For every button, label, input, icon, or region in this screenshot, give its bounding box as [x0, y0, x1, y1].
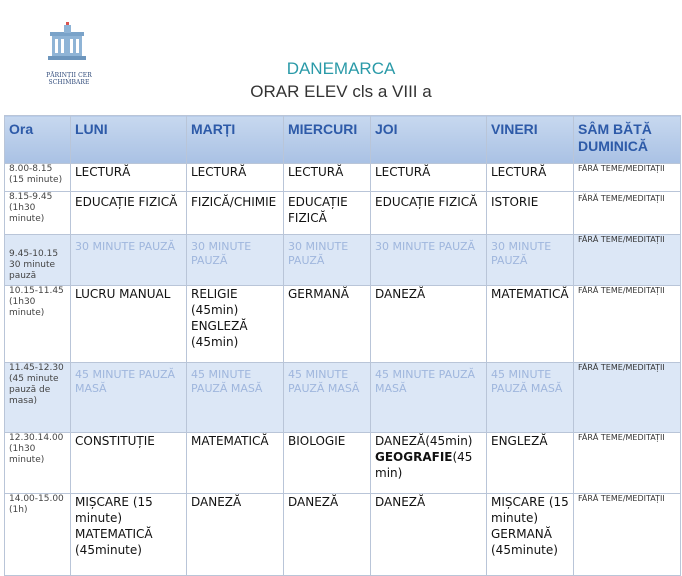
weekend-cell: FĂRĂ TEME/MEDITAȚII [574, 164, 681, 192]
lesson-cell: MIȘCARE (15 minute) GERMANĂ (45minute) [487, 494, 574, 576]
logo-caption: PĂRINȚII CER SCHIMBARE [46, 72, 92, 86]
table-row [5, 192, 681, 235]
pause-cell: 30 MINUTE PAUZĂ [71, 235, 187, 286]
pause-cell: 45 MINUTE PAUZĂ MASĂ [487, 363, 574, 433]
pause-cell: 30 MINUTE PAUZĂ [371, 235, 487, 286]
lesson-cell: LECTURĂ [71, 164, 187, 192]
table-row [5, 286, 681, 363]
lesson-cell: LUCRU MANUAL [71, 286, 187, 363]
lesson-cell: ISTORIE [487, 192, 574, 235]
lesson-part: DANEZĂ(45min) [375, 434, 473, 448]
pause-cell: 45 MINUTE PAUZĂ MASĂ [187, 363, 284, 433]
weekend-cell: FĂRĂ TEME/MEDITAȚII [574, 192, 681, 235]
time-cell: 9.45-10.15 30 minute pauză [5, 235, 71, 286]
table-row [5, 164, 681, 192]
lesson-cell: RELIGIE (45min) ENGLEZĂ (45min) [187, 286, 284, 363]
lesson-cell: ENGLEZĂ [487, 433, 574, 494]
lesson-cell [371, 433, 487, 494]
column-header: LUNI [71, 116, 187, 164]
weekend-cell: FĂRĂ TEME/MEDITAȚII [574, 235, 681, 286]
table-row [5, 235, 681, 286]
lesson-cell: GERMANĂ [284, 286, 371, 363]
lesson-cell: LECTURĂ [371, 164, 487, 192]
lesson-cell: DANEZĂ [371, 286, 487, 363]
time-cell: 11.45-12.30 (45 minute pauză de masa) [5, 363, 71, 433]
time-cell: 14.00-15.00 (1h) [5, 494, 71, 576]
lesson-cell: FIZICĂ/CHIMIE [187, 192, 284, 235]
table-row [5, 494, 681, 576]
page-subtitle: ORAR ELEV cls a VIII a [250, 82, 432, 101]
time-cell: 10.15-11.45 (1h30 minute) [5, 286, 71, 363]
lesson-cell: LECTURĂ [284, 164, 371, 192]
time-cell: 8.00-8.15 (15 minute) [5, 164, 71, 192]
lesson-cell: CONSTITUȚIE [71, 433, 187, 494]
table-row [5, 433, 681, 494]
lesson-cell: MATEMATICĂ [487, 286, 574, 363]
table-row [5, 363, 681, 433]
time-cell: 8.15-9.45 (1h30 minute) [5, 192, 71, 235]
lesson-cell: MIȘCARE (15 minute) MATEMATICĂ (45minute) [71, 494, 187, 576]
lesson-cell: EDUCAȚIE FIZICĂ [371, 192, 487, 235]
lesson-part-bold: GEOGRAFIE [375, 450, 453, 464]
lesson-cell: DANEZĂ [187, 494, 284, 576]
table-header-row [5, 116, 681, 164]
weekend-cell: FĂRĂ TEME/MEDITAȚII [574, 286, 681, 363]
lesson-cell: LECTURĂ [187, 164, 284, 192]
lesson-part: (45 min) [375, 450, 473, 480]
column-header: MIERCURI [284, 116, 371, 164]
schedule-table [4, 115, 681, 576]
weekend-cell: FĂRĂ TEME/MEDITAȚII [574, 433, 681, 494]
pause-cell: 45 MINUTE PAUZĂ MASĂ [284, 363, 371, 433]
pause-cell: 30 MINUTE PAUZĂ [284, 235, 371, 286]
column-header: JOI [371, 116, 487, 164]
lesson-cell: EDUCAȚIE FIZICĂ [284, 192, 371, 235]
column-header: VINERI [487, 116, 574, 164]
pause-cell: 30 MINUTE PAUZĂ [187, 235, 284, 286]
lesson-cell: MATEMATICĂ [187, 433, 284, 494]
column-header: Ora [5, 116, 71, 164]
lesson-cell: DANEZĂ [284, 494, 371, 576]
column-header: MARȚI [187, 116, 284, 164]
weekend-cell: FĂRĂ TEME/MEDITAȚII [574, 494, 681, 576]
column-header: SÂM BĂTĂ DUMINICĂ [574, 116, 681, 164]
pause-cell: 30 MINUTE PAUZĂ [487, 235, 574, 286]
time-cell: 12.30.14.00 (1h30 minute) [5, 433, 71, 494]
lesson-cell: LECTURĂ [487, 164, 574, 192]
lesson-cell: DANEZĂ [371, 494, 487, 576]
pause-cell: 45 MINUTE PAUZĂ MASĂ [71, 363, 187, 433]
weekend-cell: FĂRĂ TEME/MEDITAȚII [574, 363, 681, 433]
pause-cell: 45 MINUTE PAUZĂ MASĂ [371, 363, 487, 433]
lesson-cell: BIOLOGIE [284, 433, 371, 494]
page-title: DANEMARCA [286, 59, 396, 78]
lesson-cell: EDUCAȚIE FIZICĂ [71, 192, 187, 235]
